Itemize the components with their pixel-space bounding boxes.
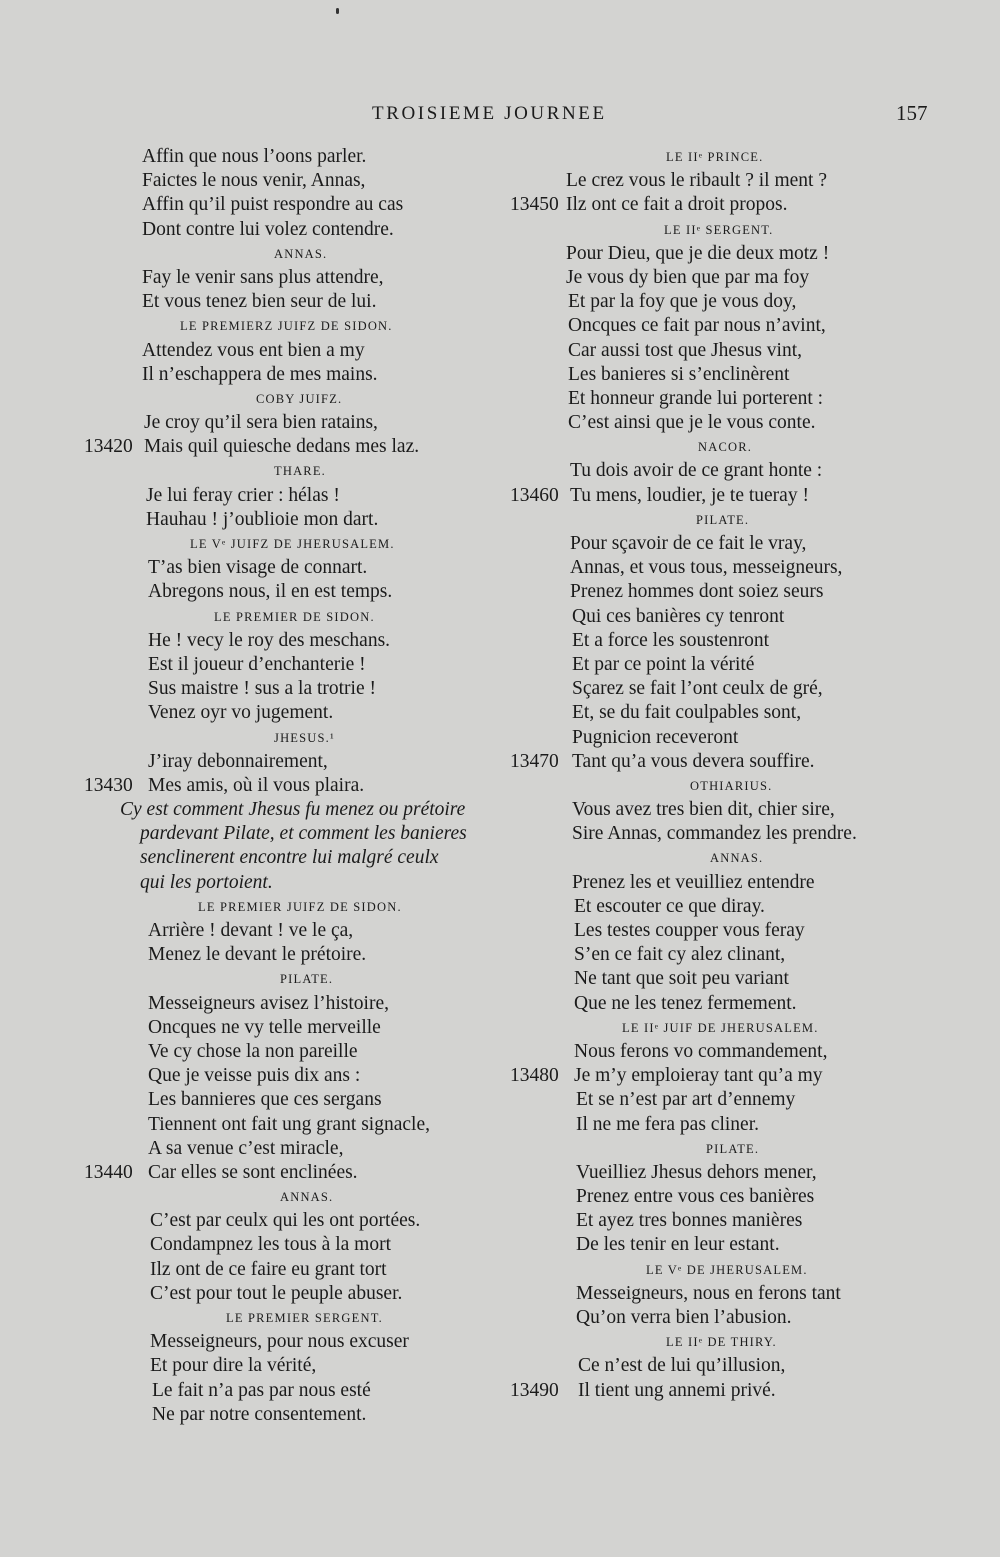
text-line [84, 1379, 504, 1403]
text-line [510, 1354, 910, 1378]
text-line [84, 726, 504, 750]
speaker-name: PILATE. [280, 972, 334, 987]
speaker-name: LE PREMIERZ JUIFZ DE SIDON. [180, 319, 393, 334]
verse-line: Je vous dy bien que par ma foy [566, 266, 810, 288]
text-line [84, 1403, 504, 1427]
text-line [84, 1137, 504, 1161]
verse-line: Hauhau ! j’oublioie mon dart. [146, 508, 379, 530]
text-line [84, 484, 504, 508]
verse-line: Ilz ont ce fait a droit propos. [566, 194, 788, 216]
verse-line: Le fait n’a pas par nous esté [152, 1379, 371, 1401]
verse-line: De les tenir en leur estant. [576, 1234, 780, 1256]
verse-line: Fay le venir sans plus attendre, [142, 266, 384, 288]
speaker-name: LE IIᵉ JUIF DE JHERUSALEM. [622, 1020, 819, 1035]
verse-line: Vous avez tres bien dit, chier sire, [572, 799, 835, 821]
verse-line: Menez le devant le prétoire. [148, 944, 367, 966]
text-line [510, 242, 910, 266]
verse-line: Qui ces banières cy tenront [572, 605, 785, 627]
text-line [510, 1040, 910, 1064]
verse-line: C’est par ceulx qui les ont portées. [150, 1210, 421, 1232]
text-line [510, 943, 910, 967]
text-line [510, 846, 910, 870]
verse-line: Ilz ont de ce faire eu grant tort [150, 1258, 387, 1280]
verse-line: J’iray debonnairement, [148, 750, 328, 772]
verse-line: A sa venue c’est miracle, [148, 1137, 344, 1159]
verse-line: Venez oyr vo jugement. [148, 702, 334, 724]
verse-line: Car elles se sont enclinées. [148, 1161, 358, 1183]
line-number: 13490 [510, 1379, 559, 1401]
verse-line: Mes amis, où il vous plaira. [148, 774, 365, 796]
text-line [510, 871, 910, 895]
text-line [510, 484, 910, 508]
verse-line: Et se n’est par art d’ennemy [576, 1089, 796, 1111]
verse-line: Et escouter ce que diray. [574, 895, 765, 917]
text-line [84, 992, 504, 1016]
verse-line: Ne par notre consentement. [152, 1403, 367, 1425]
verse-line: Faictes le nous venir, Annas, [142, 170, 366, 192]
stage-direction: qui les portoient. [140, 871, 273, 893]
text-line [510, 314, 910, 338]
text-line [510, 798, 910, 822]
page-number: 157 [896, 101, 928, 125]
verse-line: Tu mens, loudier, je te tueray ! [570, 484, 809, 506]
text-line [510, 1161, 910, 1185]
text-line [84, 314, 504, 338]
verse-line: Ve cy chose la non pareille [148, 1040, 358, 1062]
verse-line: Sçarez se fait l’ont ceulx de gré, [572, 678, 823, 700]
verse-line: Condampnez les tous à la mort [150, 1234, 391, 1256]
text-line [84, 1064, 504, 1088]
verse-line: Prenez les et veuilliez entendre [572, 871, 815, 893]
line-number: 13430 [84, 774, 133, 796]
verse-line: Les banieres si s’enclinèrent [568, 363, 790, 385]
verse-line: Affin qu’il puist respondre au cas [142, 194, 404, 216]
verse-line: Attendez vous ent bien a my [142, 339, 365, 361]
text-line [510, 387, 910, 411]
verse-line: Abregons nous, il en est temps. [148, 581, 393, 603]
speaker-name: PILATE. [696, 512, 750, 527]
text-line [84, 508, 504, 532]
verse-line: Dont contre lui volez contendre. [142, 218, 394, 240]
verse-line: Et honneur grande lui porterent : [568, 387, 824, 409]
text-line [84, 1330, 504, 1354]
text-line [510, 1233, 910, 1257]
text-line [84, 822, 504, 846]
text-line [510, 339, 910, 363]
verse-line: Messeigneurs, pour nous excuser [150, 1331, 409, 1353]
text-line [84, 701, 504, 725]
text-line [84, 653, 504, 677]
text-line [510, 1379, 910, 1403]
text-line [510, 508, 910, 532]
text-line [510, 193, 910, 217]
text-line [510, 1016, 910, 1040]
text-line [84, 580, 504, 604]
text-line [84, 339, 504, 363]
text-line [84, 169, 504, 193]
text-line [84, 1209, 504, 1233]
text-line [510, 992, 910, 1016]
speaker-name: LE PREMIER SERGENT. [226, 1311, 383, 1325]
speaker-name: LE PREMIER JUIFZ DE SIDON. [198, 899, 402, 914]
speaker-name: LE Vᵉ JUIFZ DE JHERUSALEM. [190, 537, 395, 551]
text-line [84, 919, 504, 943]
verse-line: He ! vecy le roy des meschans. [148, 629, 391, 651]
text-line [510, 677, 910, 701]
speaker-name: LE PREMIER DE SIDON. [214, 609, 375, 624]
speaker-name: LE Vᵉ DE JHERUSALEM. [646, 1262, 808, 1277]
text-line [84, 266, 504, 290]
verse-line: Et ayez tres bonnes manières [576, 1210, 803, 1232]
text-line [510, 363, 910, 387]
verse-line: Oncques ce fait par nous n’avint, [568, 315, 826, 337]
line-number: 13420 [84, 436, 133, 458]
verse-line: Nous ferons vo commandement, [574, 1040, 828, 1062]
text-line [84, 846, 504, 870]
text-line [510, 1306, 910, 1330]
text-line [84, 242, 504, 266]
right-column [510, 145, 910, 1403]
verse-line: Je croy qu’il sera bien ratains, [144, 412, 378, 434]
text-line [510, 653, 910, 677]
speaker-name: THARE. [274, 464, 326, 479]
text-line [510, 629, 910, 653]
text-line [84, 145, 504, 169]
speaker-name: ANNAS. [274, 246, 328, 261]
verse-line: Je m’y emploieray tant qu’a my [574, 1065, 823, 1087]
text-line [84, 193, 504, 217]
verse-line: C’est pour tout le peuple abuser. [150, 1282, 403, 1304]
text-line [84, 387, 504, 411]
text-line [84, 774, 504, 798]
speaker-name: NACOR. [698, 440, 753, 455]
verse-line: Il tient ung annemi privé. [578, 1379, 776, 1401]
text-line [84, 629, 504, 653]
text-line [510, 726, 910, 750]
text-line [510, 435, 910, 459]
line-number: 13470 [510, 750, 559, 772]
verse-line: Vueilliez Jhesus dehors mener, [576, 1161, 817, 1183]
text-line [510, 145, 910, 169]
verse-line: Je lui feray crier : hélas ! [146, 484, 340, 506]
text-line [510, 169, 910, 193]
verse-line: Prenez hommes dont soiez seurs [570, 581, 824, 603]
text-line [510, 218, 910, 242]
verse-line: Affin que nous l’oons parler. [142, 146, 367, 167]
text-line [510, 919, 910, 943]
text-line [510, 411, 910, 435]
text-line [84, 556, 504, 580]
text-line [84, 798, 504, 822]
stage-direction: pardevant Pilate, et comment les banieres [140, 823, 467, 845]
running-title: TROISIEME JOURNEE [372, 103, 607, 124]
verse-line: Ne tant que soit peu variant [574, 968, 789, 990]
speaker-name: JHESUS.¹ [274, 730, 335, 745]
verse-line: Et a force les soustenront [572, 629, 770, 651]
text-line [510, 895, 910, 919]
text-line [510, 290, 910, 314]
verse-line: S’en ce fait cy alez clinant, [574, 944, 786, 966]
stage-direction: senclinerent encontre lui malgré ceulx [140, 847, 439, 869]
verse-line: Mais quil quiesche dedans mes laz. [144, 436, 420, 458]
speaker-name: OTHIARIUS. [690, 778, 773, 793]
print-speck [336, 8, 339, 14]
verse-line: Les testes coupper vous feray [574, 920, 805, 941]
speaker-name: LE IIᵉ PRINCE. [666, 150, 764, 164]
verse-line: Prenez entre vous ces banières [576, 1186, 815, 1208]
verse-line: Pour sçavoir de ce fait le vray, [570, 533, 807, 554]
text-line [84, 895, 504, 919]
verse-line: Les bannieres que ces sergans [148, 1089, 382, 1111]
text-line [84, 1306, 504, 1330]
text-line [84, 1354, 504, 1378]
verse-line: C’est ainsi que je le vous conte. [568, 412, 816, 434]
verse-line: Est il joueur d’enchanterie ! [148, 653, 366, 675]
text-line [84, 871, 504, 895]
text-line [510, 1282, 910, 1306]
text-line [84, 290, 504, 314]
text-line [84, 967, 504, 991]
line-number: 13480 [510, 1065, 559, 1087]
verse-line: Et, se du fait coulpables sont, [572, 702, 802, 724]
verse-line: Il ne me fera pas cliner. [576, 1113, 759, 1135]
text-line [84, 1282, 504, 1306]
text-line [510, 266, 910, 290]
text-line [84, 1258, 504, 1282]
text-line [510, 1088, 910, 1112]
text-line [510, 605, 910, 629]
line-number: 13460 [510, 484, 559, 506]
text-line [84, 1113, 504, 1137]
speaker-name: COBY JUIFZ. [256, 391, 343, 406]
text-line [84, 1161, 504, 1185]
text-line [510, 1209, 910, 1233]
line-number: 13440 [84, 1161, 133, 1183]
verse-line: Tu dois avoir de ce grant honte : [570, 460, 823, 482]
speaker-name: LE IIᵉ DE THIRY. [666, 1335, 777, 1350]
text-line [84, 532, 504, 556]
text-line [510, 459, 910, 483]
speaker-name: LE IIᵉ SERGENT. [664, 222, 774, 237]
text-line [510, 556, 910, 580]
text-line [510, 1064, 910, 1088]
verse-line: Ce n’est de lui qu’illusion, [578, 1355, 786, 1377]
speaker-name: ANNAS. [280, 1190, 334, 1205]
text-line [510, 967, 910, 991]
verse-line: Sire Annas, commandez les prendre. [572, 823, 857, 845]
text-line [510, 580, 910, 604]
verse-line: Messeigneurs, nous en ferons tant [576, 1282, 841, 1304]
verse-line: Pugnicion receveront [572, 726, 739, 748]
verse-line: Et pour dire la vérité, [150, 1355, 317, 1377]
text-line [510, 1137, 910, 1161]
text-line [510, 822, 910, 846]
verse-line: Qu’on verra bien l’abusion. [576, 1307, 792, 1328]
text-line [510, 750, 910, 774]
verse-line: Et par ce point la vérité [572, 653, 755, 675]
text-line [510, 1330, 910, 1354]
verse-line: T’as bien visage de connart. [148, 557, 368, 579]
text-line [510, 1258, 910, 1282]
text-line [510, 774, 910, 798]
verse-line: Oncques ne vy telle merveille [148, 1016, 381, 1038]
verse-line: Car aussi tost que Jhesus vint, [568, 339, 802, 361]
verse-line: Que ne les tenez fermement. [574, 992, 797, 1014]
stage-direction: Cy est comment Jhesus fu menez ou prétoire [120, 799, 466, 821]
verse-line: Tiennent ont fait ung grant signacle, [148, 1113, 430, 1135]
verse-line: Et par la foy que je vous doy, [568, 291, 797, 313]
text-line [84, 1233, 504, 1257]
text-line [84, 677, 504, 701]
verse-line: Que je veisse puis dix ans : [148, 1065, 361, 1087]
verse-line: Tant qu’a vous devera souffire. [572, 750, 815, 772]
text-line [84, 1040, 504, 1064]
verse-line: Le crez vous le ribault ? il ment ? [566, 170, 827, 192]
text-line [84, 1088, 504, 1112]
text-line [84, 218, 504, 242]
text-line [84, 363, 504, 387]
left-column [84, 145, 504, 1427]
text-line [84, 943, 504, 967]
verse-line: Arrière ! devant ! ve le ça, [148, 920, 354, 941]
verse-line: Messeigneurs avisez l’histoire, [148, 992, 389, 1014]
text-line [84, 411, 504, 435]
text-line [84, 1185, 504, 1209]
text-line [84, 605, 504, 629]
speaker-name: ANNAS. [710, 851, 764, 866]
text-line [84, 435, 504, 459]
verse-line: Et vous tenez bien seur de lui. [142, 291, 377, 313]
verse-line: Il n’eschappera de mes mains. [142, 363, 378, 385]
verse-line: Annas, et vous tous, messeigneurs, [570, 557, 843, 579]
verse-line: Pour Dieu, que je die deux motz ! [566, 242, 830, 264]
verse-line: Sus maistre ! sus a la trotrie ! [148, 678, 376, 700]
text-line [84, 1016, 504, 1040]
text-line [510, 1113, 910, 1137]
text-line [84, 459, 504, 483]
text-line [84, 750, 504, 774]
speaker-name: PILATE. [706, 1141, 760, 1156]
line-number: 13450 [510, 194, 559, 216]
text-line [510, 532, 910, 556]
text-line [510, 1185, 910, 1209]
text-line [510, 701, 910, 725]
